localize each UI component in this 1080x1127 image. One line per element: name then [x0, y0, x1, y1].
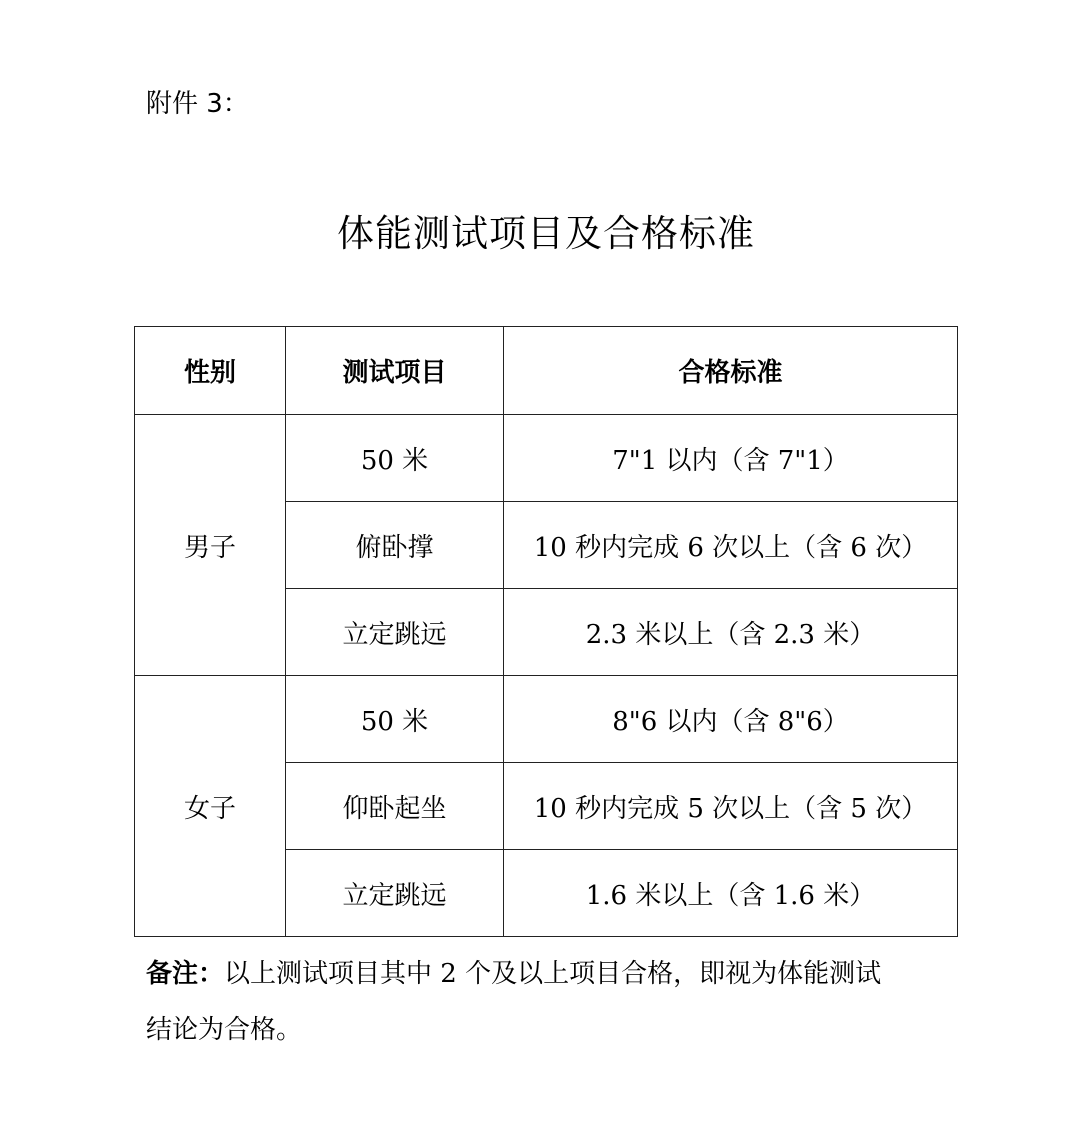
gender-cell-male: 男子 [135, 415, 286, 676]
test-item-cell: 仰卧起坐 [286, 763, 504, 850]
test-item-cell: 俯卧撑 [286, 502, 504, 589]
remark-prefix: 备注： [146, 959, 225, 989]
test-item-cell: 立定跳远 [286, 589, 504, 676]
table-header-row [135, 327, 958, 415]
header-gender: 性别 [135, 327, 286, 415]
table-row [135, 676, 958, 763]
page-title: 体能测试项目及合格标准 [337, 212, 755, 255]
standard-cell: 10 秒内完成 5 次以上（含 5 次） [504, 763, 958, 850]
standard-cell: 2.3 米以上（含 2.3 米） [504, 589, 958, 676]
standard-cell: 10 秒内完成 6 次以上（含 6 次） [504, 502, 958, 589]
test-item-cell: 50 米 [286, 676, 504, 763]
header-test-item: 测试项目 [286, 327, 504, 415]
standard-cell: 7"1 以内（含 7"1） [504, 415, 958, 502]
header-standard: 合格标准 [504, 327, 958, 415]
table-row [135, 415, 958, 502]
test-item-cell: 立定跳远 [286, 850, 504, 937]
attachment-label: 附件 3： [146, 89, 249, 119]
remark-note [146, 946, 966, 1058]
gender-cell-female: 女子 [135, 676, 286, 937]
fitness-standards-table [134, 326, 958, 937]
remark-text: 以上测试项目其中 2 个及以上项目合格，即视为体能测试 [224, 959, 882, 989]
standard-cell: 8"6 以内（含 8"6） [504, 676, 958, 763]
test-item-cell: 50 米 [286, 415, 504, 502]
remark-line-1 [146, 946, 966, 1002]
remark-line-2: 结论为合格。 [146, 1015, 303, 1045]
standard-cell: 1.6 米以上（含 1.6 米） [504, 850, 958, 937]
